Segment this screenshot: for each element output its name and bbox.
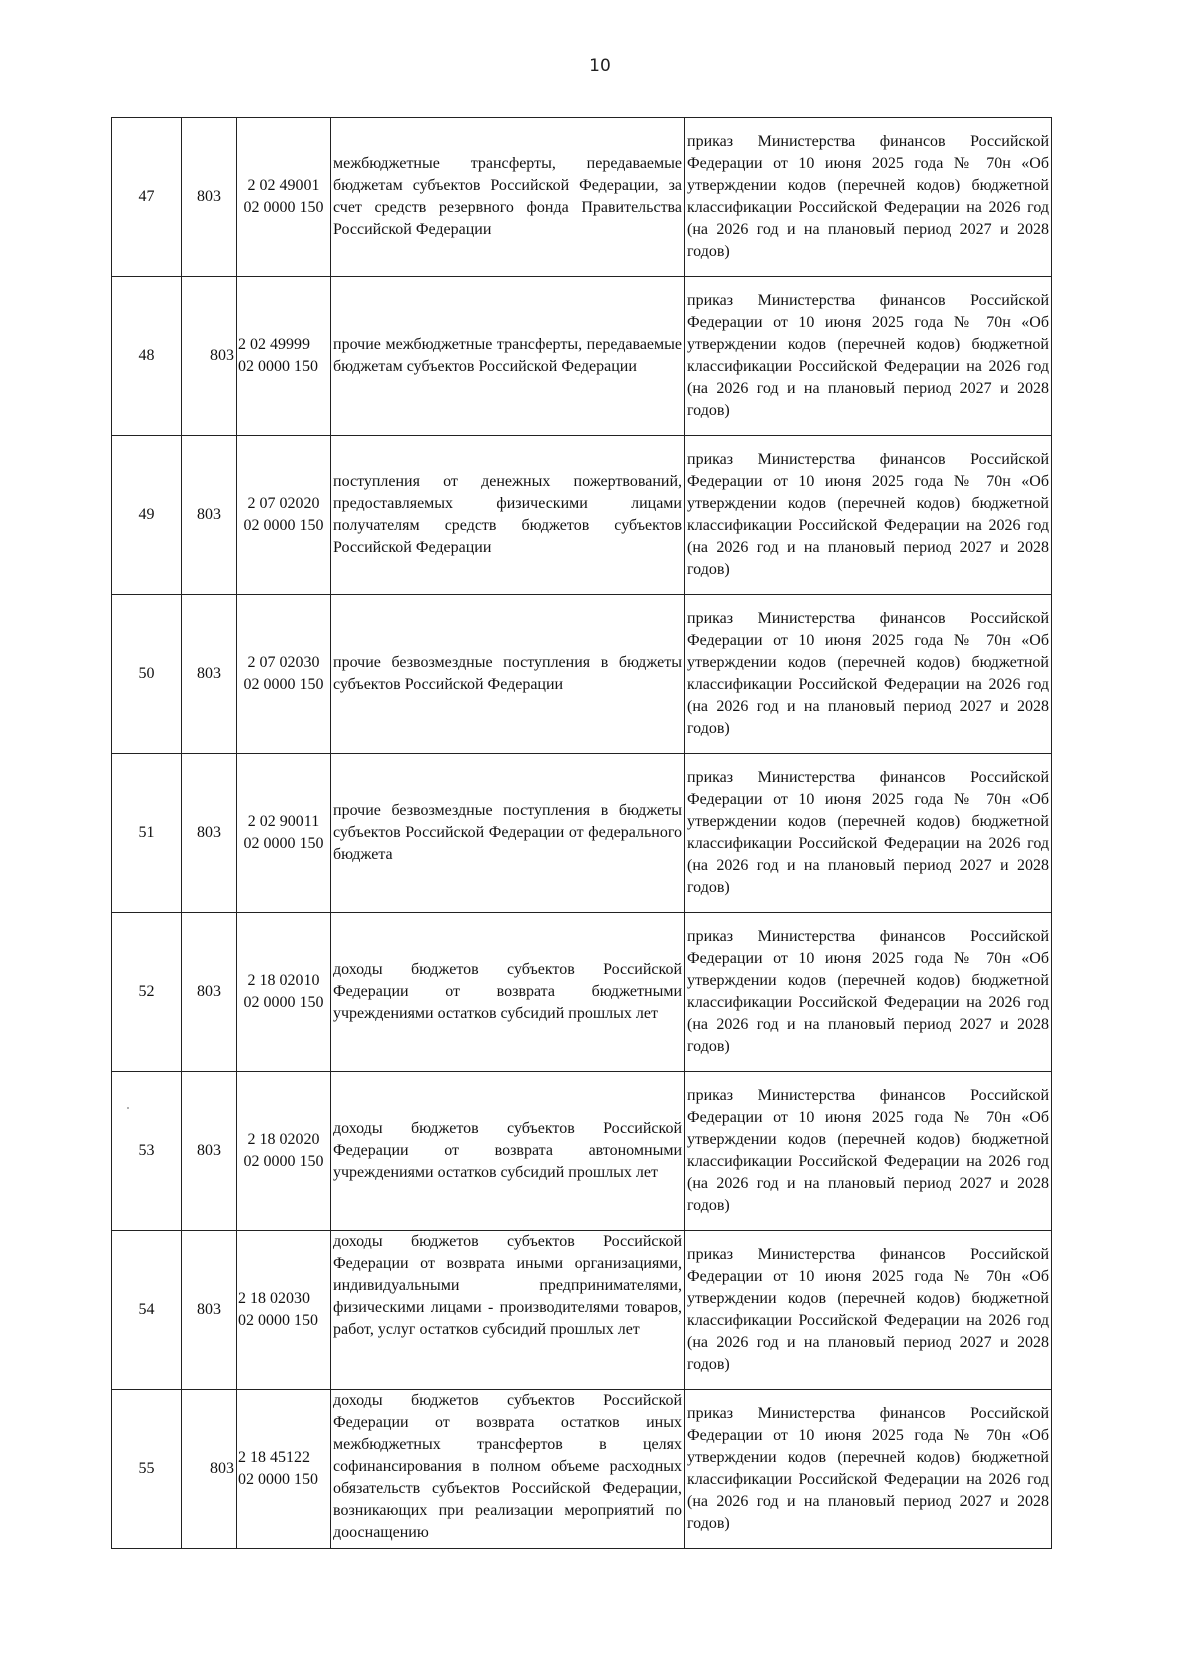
budget-code (237, 118, 331, 277)
row-number: 51 (112, 754, 182, 913)
income-description: поступления от денежных пожертвований, предоставляемых физическими лицами получателям средств бюджетов субъектов Российской Федерации (331, 436, 685, 595)
legal-basis: приказ Министерства финансов Российской Федерации от 10 июня 2025 года № 70н «Об утверждении кодов (перечней кодов) бюджетной классификации Российской Федерации на 2026 год (на 2026 год и на плановый период 2027 и 2028 годов) (685, 1072, 1052, 1231)
budget-code-line-2: 02 0000 150 (243, 1153, 324, 1170)
budget-code (237, 913, 331, 1072)
admin-code: 803 (182, 1231, 237, 1390)
admin-code: 803 (182, 913, 237, 1072)
income-description: прочие безвозмездные поступления в бюджеты субъектов Российской Федерации от федерального бюджета (331, 754, 685, 913)
row-number: 50 (112, 595, 182, 754)
legal-basis: приказ Министерства финансов Российской Федерации от 10 июня 2025 года № 70н «Об утверждении кодов (перечней кодов) бюджетной классификации Российской Федерации на 2026 год (на 2026 год и на плановый период 2027 и 2028 годов) (685, 1231, 1052, 1390)
budget-code (237, 277, 331, 436)
admin-code: 803 (182, 118, 237, 277)
budget-code-line-2: 02 0000 150 (243, 517, 324, 534)
legal-basis: приказ Министерства финансов Российской Федерации от 10 июня 2025 года № 70н «Об утверждении кодов (перечней кодов) бюджетной классификации Российской Федерации на 2026 год (на 2026 год и на плановый период 2027 и 2028 годов) (685, 1390, 1052, 1549)
table-row (112, 595, 1052, 754)
income-description: прочие безвозмездные поступления в бюджеты субъектов Российской Федерации (331, 595, 685, 754)
budget-code (237, 1231, 331, 1390)
legal-basis: приказ Министерства финансов Российской Федерации от 10 июня 2025 года № 70н «Об утверждении кодов (перечней кодов) бюджетной классификации Российской Федерации на 2026 год (на 2026 год и на плановый период 2027 и 2028 годов) (685, 436, 1052, 595)
admin-code: 803 (182, 436, 237, 595)
legal-basis: приказ Министерства финансов Российской Федерации от 10 июня 2025 года № 70н «Об утверждении кодов (перечней кодов) бюджетной классификации Российской Федерации на 2026 год (на 2026 год и на плановый период 2027 и 2028 годов) (685, 754, 1052, 913)
budget-code (237, 595, 331, 754)
budget-code-line-2: 02 0000 150 (243, 994, 324, 1011)
admin-code: 803 (182, 754, 237, 913)
income-description: доходы бюджетов субъектов Российской Федерации от возврата иными организациями, индивидуальными предпринимателями, физическими лицами - производителями товаров, работ, услуг остатков субсидий прошлых лет (331, 1231, 685, 1390)
income-description: прочие межбюджетные трансферты, передаваемые бюджетам субъектов Российской Федерации (331, 277, 685, 436)
income-description: доходы бюджетов субъектов Российской Федерации от возврата бюджетными учреждениями остатков субсидий прошлых лет (331, 913, 685, 1072)
row-number: 55 (112, 1390, 182, 1549)
row-number: 47 (112, 118, 182, 277)
budget-code-line-1: 2 07 02030 (247, 654, 320, 671)
table-row (112, 1390, 1052, 1549)
budget-code-line-2: 02 0000 150 (238, 358, 318, 375)
income-description: доходы бюджетов субъектов Российской Федерации от возврата автономными учреждениями остатков субсидий прошлых лет (331, 1072, 685, 1231)
legal-basis: приказ Министерства финансов Российской Федерации от 10 июня 2025 года № 70н «Об утверждении кодов (перечней кодов) бюджетной классификации Российской Федерации на 2026 год (на 2026 год и на плановый период 2027 и 2028 годов) (685, 118, 1052, 277)
page-number: 10 (589, 56, 611, 76)
budget-code-line-1: 2 02 90011 (247, 813, 320, 830)
table-row (112, 436, 1052, 595)
budget-code-line-1: 2 07 02020 (247, 495, 320, 512)
income-description: межбюджетные трансферты, передаваемые бюджетам субъектов Российской Федерации, за счет средств резервного фонда Правительства Российской Федерации (331, 118, 685, 277)
budget-code-line-2: 02 0000 150 (243, 199, 324, 216)
budget-code (237, 754, 331, 913)
row-number: 52 (112, 913, 182, 1072)
budget-code-line-2: 02 0000 150 (238, 1471, 318, 1488)
budget-code-line-1: 2 18 02030 (238, 1290, 310, 1307)
row-number: 54 (112, 1231, 182, 1390)
budget-code-line-1: 2 18 02010 (247, 972, 320, 989)
table-row (112, 118, 1052, 277)
admin-code: 803 (182, 1390, 237, 1549)
budget-code-line-1: 2 02 49999 (238, 336, 310, 353)
budget-code (237, 1390, 331, 1549)
budget-code-line-1: 2 02 49001 (247, 177, 320, 194)
budget-code-line-1: 2 18 02020 (247, 1131, 320, 1148)
table-row (112, 1231, 1052, 1390)
table-row (112, 913, 1052, 1072)
admin-code: 803 (182, 277, 237, 436)
table-row (112, 754, 1052, 913)
budget-code (237, 436, 331, 595)
legal-basis: приказ Министерства финансов Российской Федерации от 10 июня 2025 года № 70н «Об утверждении кодов (перечней кодов) бюджетной классификации Российской Федерации на 2026 год (на 2026 год и на плановый период 2027 и 2028 годов) (685, 913, 1052, 1072)
budget-code-line-1: 2 18 45122 (238, 1449, 310, 1466)
admin-code: 803 (182, 1072, 237, 1231)
scan-speck (127, 1107, 129, 1109)
budget-code (237, 1072, 331, 1231)
legal-basis: приказ Министерства финансов Российской Федерации от 10 июня 2025 года № 70н «Об утверждении кодов (перечней кодов) бюджетной классификации Российской Федерации на 2026 год (на 2026 год и на плановый период 2027 и 2028 годов) (685, 277, 1052, 436)
budget-code-line-2: 02 0000 150 (238, 1312, 318, 1329)
table-row (112, 277, 1052, 436)
admin-code: 803 (182, 595, 237, 754)
legal-basis: приказ Министерства финансов Российской Федерации от 10 июня 2025 года № 70н «Об утверждении кодов (перечней кодов) бюджетной классификации Российской Федерации на 2026 год (на 2026 год и на плановый период 2027 и 2028 годов) (685, 595, 1052, 754)
income-description: доходы бюджетов субъектов Российской Федерации от возврата остатков иных межбюджетных трансфертов в целях софинансирования в полном объеме расходных обязательств субъектов Российской Федерации, возникающих при реализации мероприятий по дооснащению (331, 1390, 685, 1549)
table-row (112, 1072, 1052, 1231)
budget-code-line-2: 02 0000 150 (243, 835, 324, 852)
row-number: 53 (112, 1072, 182, 1231)
budget-codes-table (111, 117, 1052, 1549)
budget-code-line-2: 02 0000 150 (243, 676, 324, 693)
row-number: 49 (112, 436, 182, 595)
row-number: 48 (112, 277, 182, 436)
